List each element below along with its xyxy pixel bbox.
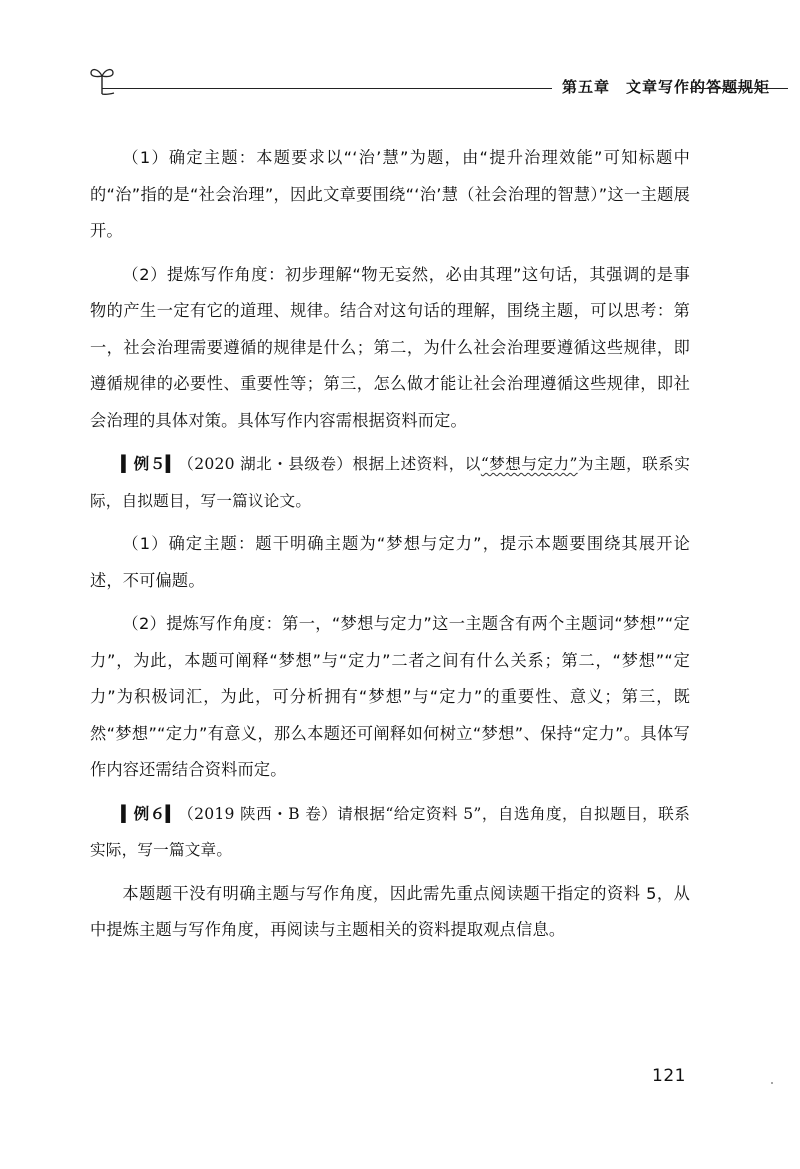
sprout-icon <box>88 62 118 96</box>
example-6-text: （2019 陕西・B 卷）请根据“给定资料 5”，自选角度，自拟题目，联系实际，写一篇文章。 <box>90 804 691 859</box>
paragraph-writing-angle-2: （2）提炼写作角度：第一，“梦想与定力”这一主题含有两个主题词“梦想”“定力”，为此，本题可阐释“梦想”与“定力”二者之间有什么关系；第二，“梦想”“定力”为积极词汇，为此，可分析拥有“梦想”与“定力”的重要性、意义；第三，既然“梦想”“定力”有意义，那么本题还可阐释如何树立“梦想”、保持“定力”。具体写作内容还需结合资料而定。 <box>90 614 690 779</box>
example-6 <box>90 796 690 869</box>
paragraph-determine-theme-2: （1）确定主题：题干明确主题为“梦想与定力”，提示本题要围绕其展开论述，不可偏题。 <box>90 534 690 590</box>
example-5-label: ▍例５▍ <box>121 455 178 473</box>
scan-speck <box>771 1082 773 1084</box>
paragraph-determine-theme-1: （1）确定主题：本题要求以“‘治’慧”为题，由“提升治理效能”可知标题中的“治”指的是“社会治理”，因此文章要围绕“‘治’慧（社会治理的智慧）”这一主题展开。 <box>90 148 690 240</box>
example-5-instructions: 为主题，联系实际，自拟题目，写一篇议论文。 <box>90 455 690 510</box>
example-6-label: ▍例６▍ <box>121 804 178 823</box>
header-rule-right <box>690 88 788 89</box>
page-header <box>88 58 800 98</box>
example-5-source: （2020 湖北・县级卷）根据上述资料，以 <box>177 455 481 473</box>
example-5-topic: “梦想与定力” <box>480 455 578 473</box>
paragraph-example-6-analysis: 本题题干没有明确主题与写作角度，因此需先重点阅读题干指定的资料 5，从中提炼主题与写作角度，再阅读与主题相关的资料提取观点信息。 <box>90 883 690 939</box>
header-rule-left <box>102 88 552 89</box>
page-body <box>90 140 690 956</box>
paragraph-writing-angle-1: （2）提炼写作角度：初步理解“物无妄然，必由其理”这句话，其强调的是事物的产生一定有它的道理、规律。结合对这句话的理解，围绕主题，可以思考：第一，社会治理需要遵循的规律是什么；第二，为什么社会治理要遵循这些规律，即遵循规律的必要性、重要性等；第三，怎么做才能让社会治理遵循这些规律，即社会治理的具体对策。具体写作内容需根据资料而定。 <box>90 264 690 430</box>
example-5 <box>90 446 690 519</box>
page-number: 121 <box>652 1066 686 1086</box>
chapter-title: 第五章 文章写作的答题规矩 <box>562 78 771 96</box>
